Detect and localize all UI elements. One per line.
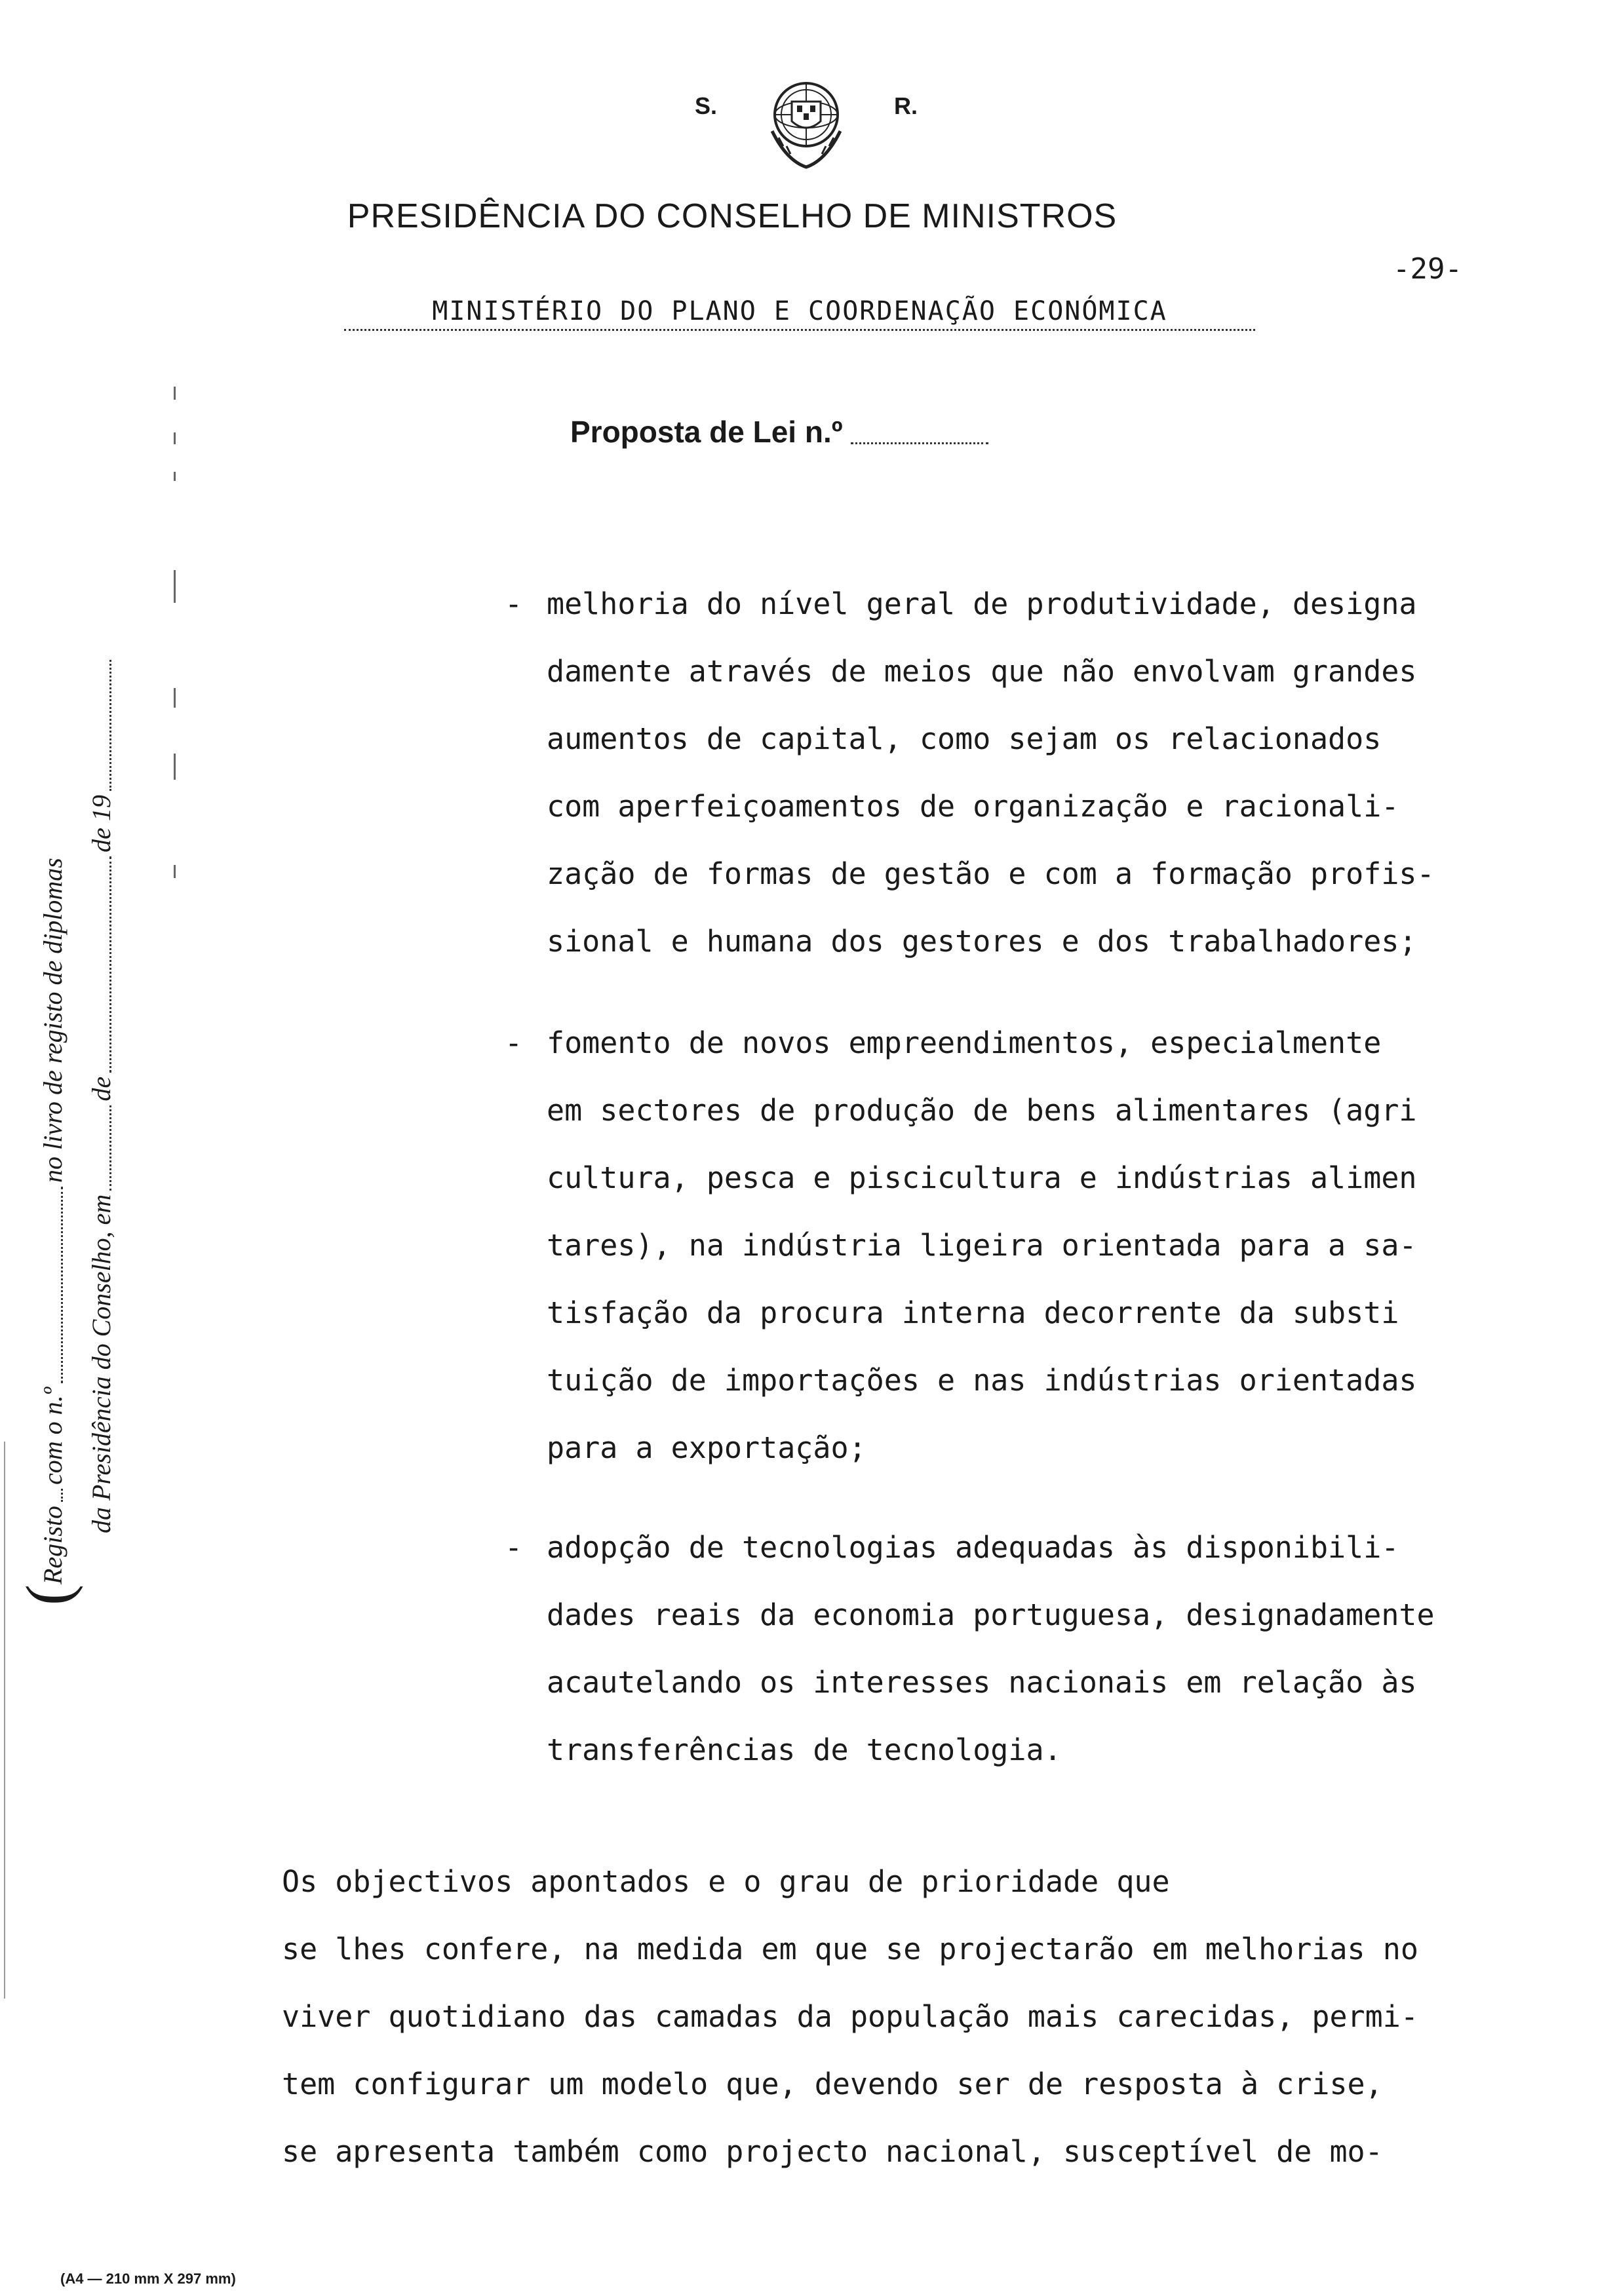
margin-presidencia: da Presidência do Conselho, em: [87, 1194, 116, 1533]
margin-com-numero: com o n.º: [38, 1387, 68, 1485]
seal-left-letter: S.: [695, 92, 718, 119]
page-number: -29-: [1393, 252, 1462, 286]
margin-blank: [109, 660, 111, 791]
bullet-text: melhoria do nível geral de produtividade, designa damente através de meios que não envolvam grandes aumentos de capital, como sejam os relacionados com aperfeiçoamentos de organização e racionali- zação de formas de gestão e com a formação profis- sional e humana dos gestores e dos trabalhadores;: [547, 586, 1435, 959]
margin-register-note: [13, 655, 118, 1605]
margin-mark: [174, 754, 176, 780]
margin-de: de: [87, 1076, 116, 1101]
bullet-item-technology: [505, 1514, 1553, 1784]
bracket-mark-icon: (: [13, 1584, 83, 1605]
margin-livro-registo: no livro de registo de diplomas: [38, 858, 68, 1183]
bullet-dash: -: [505, 1530, 523, 1565]
ministry-title: MINISTÉRIO DO PLANO E COORDENAÇÃO ECONÓMICA: [344, 296, 1255, 331]
margin-blank: [109, 1105, 111, 1191]
closing-paragraph: Os objectivos apontados e o grau de prioridade que se lhes confere, na medida em que se projectarão em melhorias no viver quotidiano das camadas da população mais carecidas, permi- tem configurar um modelo que, devendo ser de resposta à crise, se apresenta também como projecto nacional, susceptível de mo-: [282, 1864, 1418, 2169]
letterhead-seal: [695, 69, 918, 187]
coat-of-arms-icon: [760, 69, 852, 177]
bullet-text: fomento de novos empreendimentos, especialmente em sectores de produção de bens alimentares (agri cultura, pesca e piscicultura e indústrias alimen tares), na indústria ligeira orientada para a sa- tisfação da procura interna decorrente da substi tuição de importações e nas indústrias orientadas para a exportação;: [547, 1025, 1417, 1465]
proposal-number-blank: [851, 442, 988, 444]
margin-blank: [61, 1489, 63, 1502]
proposal-label: Proposta de Lei n.º: [570, 415, 843, 449]
margin-line-1: [13, 655, 83, 1605]
page-edge-line: [4, 1442, 5, 1999]
margin-mark: [174, 387, 176, 400]
margin-blank: [61, 1187, 63, 1383]
margin-mark: [174, 472, 176, 481]
margin-mark: [174, 865, 176, 878]
margin-de-19: de 19: [87, 795, 116, 852]
paper-format-note: (A4 — 210 mm X 297 mm): [60, 2270, 236, 2287]
margin-registo: Registo: [38, 1506, 68, 1585]
bullet-dash: -: [505, 586, 523, 621]
margin-mark: [174, 432, 176, 444]
bullet-item-enterprises: [505, 1009, 1553, 1482]
margin-blank: [109, 856, 111, 1073]
margin-line-2: [68, 655, 117, 1605]
bullet-dash: -: [505, 1025, 523, 1060]
margin-mark: [174, 570, 176, 603]
seal-right-letter: R.: [894, 92, 918, 119]
proposal-line: [570, 414, 988, 450]
bullet-item-productivity: [505, 570, 1553, 975]
bullet-text: adopção de tecnologias adequadas às disponibili- dades reais da economia portuguesa, designadamente acautelando os interesses nacionais em relação às transferências de tecnologia.: [547, 1530, 1435, 1767]
margin-mark: [174, 688, 176, 708]
presidency-title: PRESIDÊNCIA DO CONSELHO DE MINISTROS: [347, 197, 1118, 235]
